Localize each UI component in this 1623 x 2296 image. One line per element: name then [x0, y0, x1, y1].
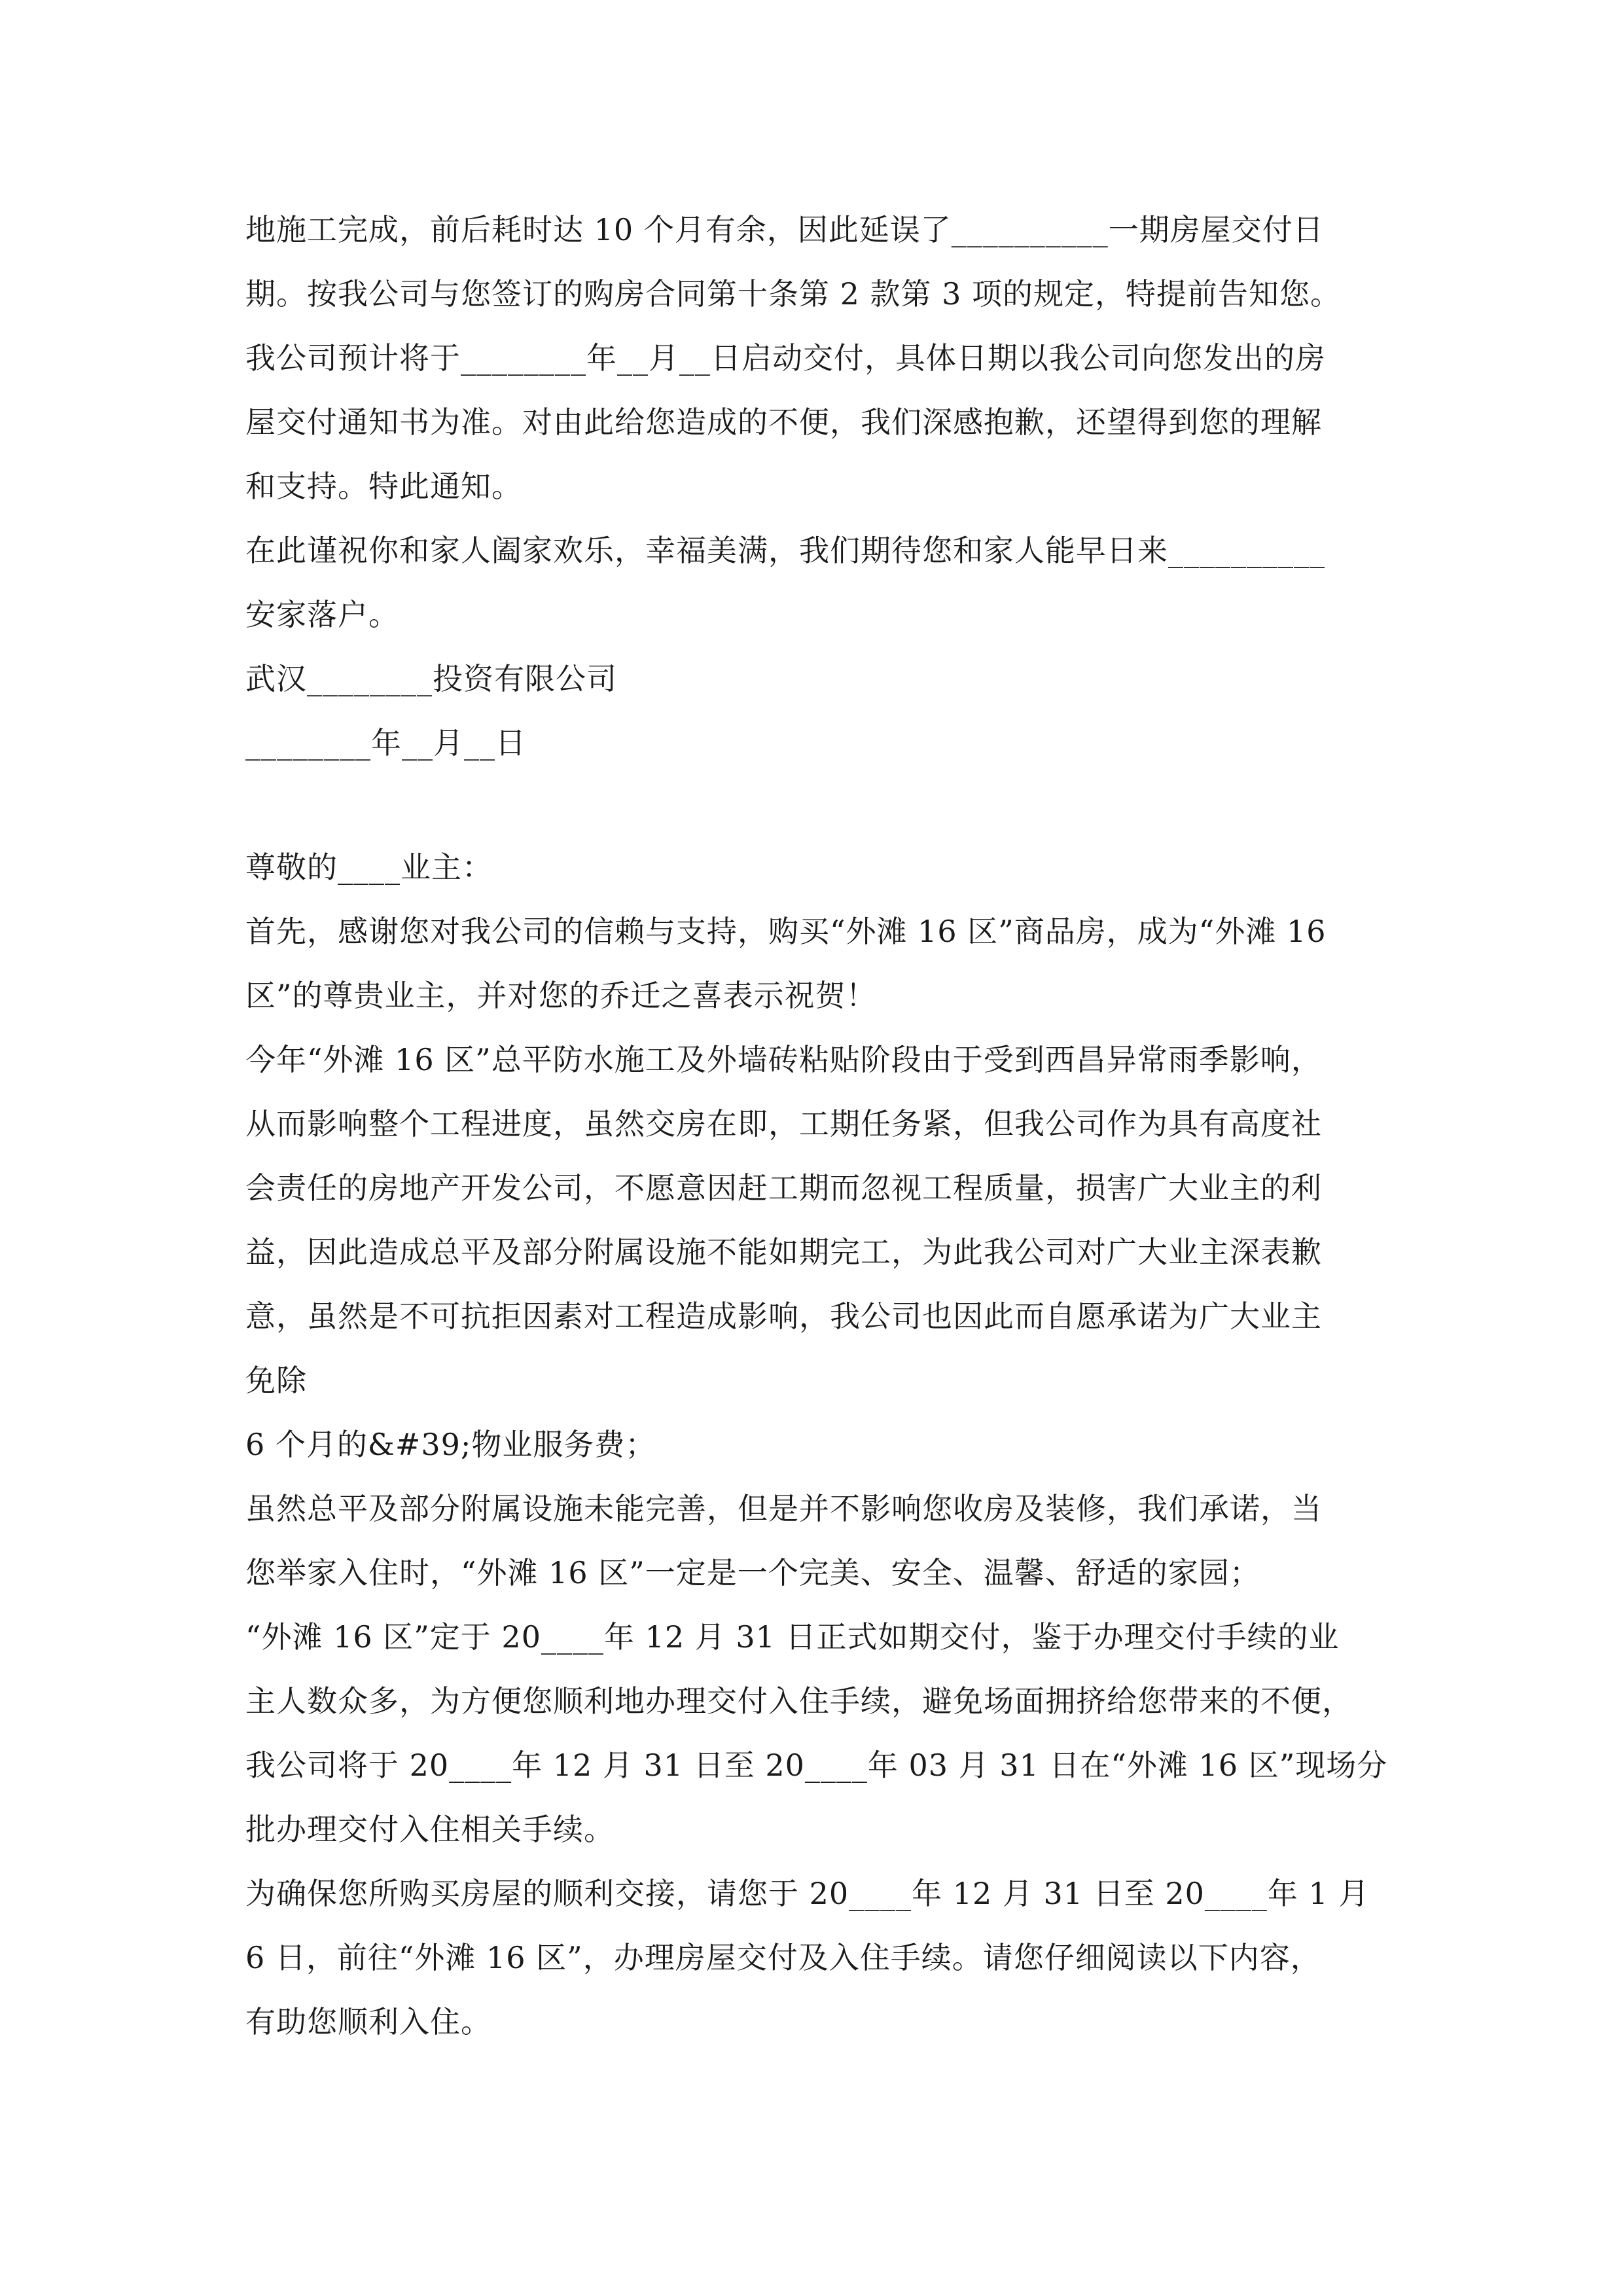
- text-line: 主人数众多，为方便您顺利地办理交付入住手续，避免场面拥挤给您带来的不便，: [245, 1683, 1353, 1719]
- text-line: 6 个月的&#39;物业服务费；: [245, 1427, 656, 1462]
- notice-section: [245, 198, 1397, 775]
- text-line: 您举家入住时，“外滩 16 区”一定是一个完美、安全、温馨、舒适的家园；: [245, 1555, 1260, 1590]
- text-line: 期。按我公司与您签订的购房合同第十条第 2 款第 3 项的规定，特提前告知您。: [245, 276, 1342, 312]
- text-line: 我公司将于 20____年 12 月 31 日至 20____年 03 月 31 日在“外滩 16 区”现场分: [245, 1748, 1388, 1783]
- text-line: 为确保您所购买房屋的顺利交接，请您于 20____年 12 月 31 日至 20____年 1 月: [245, 1876, 1370, 1911]
- text-line: 虽然总平及部分附属设施未能完善，但是并不影响您收房及装修，我们承诺，当: [245, 1491, 1322, 1526]
- text-line: 区”的尊贵业主，并对您的乔迁之喜表示祝贺！: [245, 978, 877, 1013]
- text-line: 免除: [245, 1363, 307, 1398]
- text-line: 批办理交付入住相关手续。: [245, 1812, 615, 1847]
- text-line: 有助您顺利入住。: [245, 2004, 491, 2039]
- text-line: 在此谨祝你和家人阖家欢乐，幸福美满，我们期待您和家人能早日来__________: [245, 533, 1325, 568]
- text-line: 会责任的房地产开发公司，不愿意因赶工期而忽视工程质量，损害广大业主的利: [245, 1170, 1322, 1206]
- text-line: 益，因此造成总平及部分附属设施不能如期完工，为此我公司对广大业主深表歉: [245, 1234, 1322, 1270]
- text-line: 首先，感谢您对我公司的信赖与支持，购买“外滩 16 区”商品房，成为“外滩 16: [245, 914, 1327, 949]
- text-line: 我公司预计将于________年__月__日启动交付，具体日期以我公司向您发出的房: [245, 340, 1326, 376]
- text-line: “外滩 16 区”定于 20____年 12 月 31 日正式如期交付，鉴于办理交付手续的业: [245, 1619, 1340, 1655]
- text-line: 6 日，前往“外滩 16 区”，办理房屋交付及入住手续。请您仔细阅读以下内容，: [245, 1940, 1321, 1975]
- salutation: 尊敬的____业主：: [245, 850, 493, 885]
- text-line: 意，虽然是不可抗拒因素对工程造成影响，我公司也因此而自愿承诺为广大业主: [245, 1299, 1322, 1334]
- text-line: 安家落户。: [245, 597, 399, 632]
- text-line: 屋交付通知书为准。对由此给您造成的不便，我们深感抱歉，还望得到您的理解: [245, 404, 1322, 440]
- text-line: 地施工完成，前后耗时达 10 个月有余，因此延误了__________一期房屋交付日: [245, 212, 1324, 247]
- date-line: ________年__月__日: [245, 725, 526, 761]
- company-signature: 武汉________投资有限公司: [245, 661, 617, 696]
- text-line: 和支持。特此通知。: [245, 469, 522, 504]
- text-line: 从而影响整个工程进度，虽然交房在即，工期任务紧，但我公司作为具有高度社: [245, 1106, 1322, 1141]
- letter-section: [245, 835, 1397, 2054]
- text-line: 今年“外滩 16 区”总平防水施工及外墙砖粘贴阶段由于受到西昌异常雨季影响，: [245, 1042, 1322, 1077]
